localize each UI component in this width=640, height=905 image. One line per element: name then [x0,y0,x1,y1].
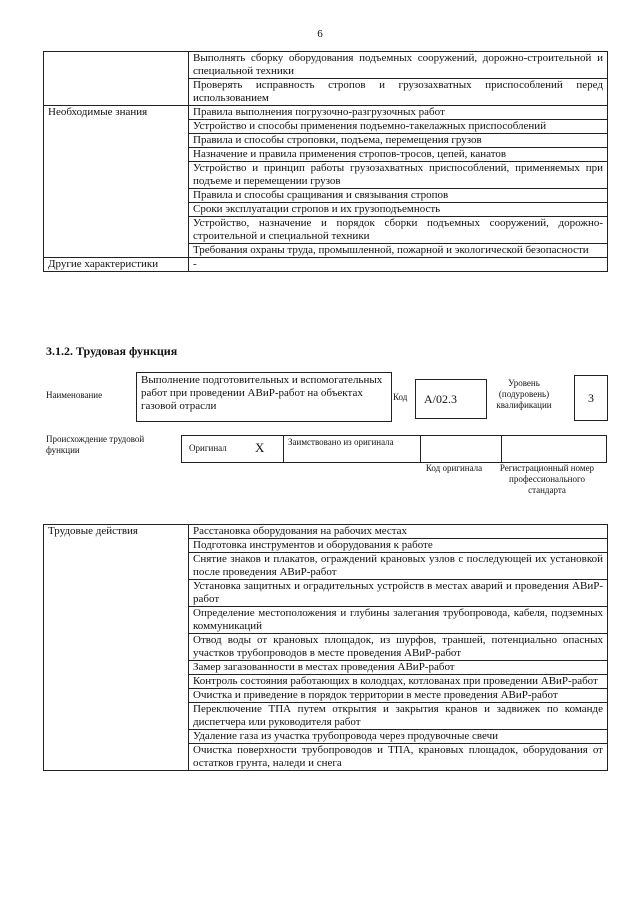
table-cell: Очистка и приведение в порядок территории в месте проведения АВиР-работ [189,689,608,703]
knowledge-label: Необходимые знания [44,106,189,258]
origin-label: Происхождение трудовой функции [46,434,145,455]
table-cell: Проверять исправность стропов и грузозахватных приспособлений перед использованием [189,79,608,106]
name-label: Наименование [46,390,103,400]
table-cell: Переключение ТПА путем открытия и закрытия кранов и задвижек по команде диспетчера или руководителя работ [189,703,608,730]
function-name: Выполнение подготовительных и вспомогательных работ при проведении АВиР-работ на объектах газовой отрасли [141,374,383,412]
skills-knowledge-table [43,51,608,272]
empty-label-cell [44,52,189,106]
actions-label: Трудовые действия [44,525,189,771]
table-cell: Сроки эксплуатации стропов и их грузоподъемность [189,203,608,217]
code-original-cell [421,436,502,462]
level-value: 3 [588,390,594,405]
borrowed-label: Заимствовано из оригинала [288,437,394,447]
table-cell: Контроль состояния работающих в колодцах, котлованах при проведении АВиР-работ [189,675,608,689]
table-cell: Правила выполнения погрузочно-разгрузочных работ [189,106,608,120]
table-cell: Замер загазованности в местах проведения АВиР-работ [189,661,608,675]
table-row [44,525,608,539]
function-name-box [136,372,392,422]
other-characteristics-label: Другие характеристики [44,258,189,272]
table-cell: Устройство, назначение и порядок сборки подъемных сооружений, дорожно-строительной и специальной техники [189,217,608,244]
table-cell: Выполнять сборку оборудования подъемных сооружений, дорожно-строительной и специальной техники [189,52,608,79]
code-label: Код [393,392,408,402]
section-title: 3.1.2. Трудовая функция [46,344,178,358]
page-number: 6 [317,28,323,40]
table-cell: Правила и способы сращивания и связывания стропов [189,189,608,203]
borrowed-cell [284,436,421,462]
original-label: Оригинал [189,443,227,453]
table-cell: Устройство и принцип работы грузозахватных приспособлений, применяемых при подъеме и перемещении грузов [189,162,608,189]
table-cell: Устройство и способы применения подъемно-такелажных приспособлений [189,120,608,134]
origin-box [181,435,607,463]
code-value: А/02.3 [424,391,457,406]
table-row [44,258,608,272]
table-cell: Снятие знаков и плакатов, ограждений крановых узлов с последующей их установкой после проведения АВиР-работ [189,553,608,580]
code-original-caption: Код оригинала [425,463,483,473]
table-cell: Расстановка оборудования на рабочих местах [189,525,608,539]
table-cell: Отвод воды от крановых площадок, из шурфов, траншей, потенциально опасных участков трубопроводов в месте проведения АВиР-работ [189,634,608,661]
table-row [44,52,608,79]
labor-actions-table [43,524,608,771]
table-cell: Установка защитных и оградительных устройств в местах аварий и проведения АВиР-работ [189,580,608,607]
original-mark: X [255,440,265,455]
table-cell: Подготовка инструментов и оборудования к работе [189,539,608,553]
table-cell: Правила и способы строповки, подъема, перемещения грузов [189,134,608,148]
level-value-box [574,375,608,421]
original-cell [182,436,284,462]
other-characteristics-value: - [189,258,608,272]
table-cell: Определение местоположения и глубины залегания трубопровода, кабеля, подземных коммуникаций [189,607,608,634]
code-value-box [415,379,487,419]
table-cell: Назначение и правила применения стропов-тросов, цепей, канатов [189,148,608,162]
table-cell: Требования охраны труда, промышленной, пожарной и экологической безопасности [189,244,608,258]
table-cell: Очистка поверхности трубопроводов и ТПА, крановых площадок, оборудования от остатков грунта, наледи и снега [189,744,608,771]
table-row [44,106,608,120]
reg-number-caption: Регистрационный номер профессионального стандарта [499,463,595,495]
level-label: Уровень (подуровень) квалификации [496,378,552,410]
table-cell: Удаление газа из участка трубопровода через продувочные свечи [189,730,608,744]
